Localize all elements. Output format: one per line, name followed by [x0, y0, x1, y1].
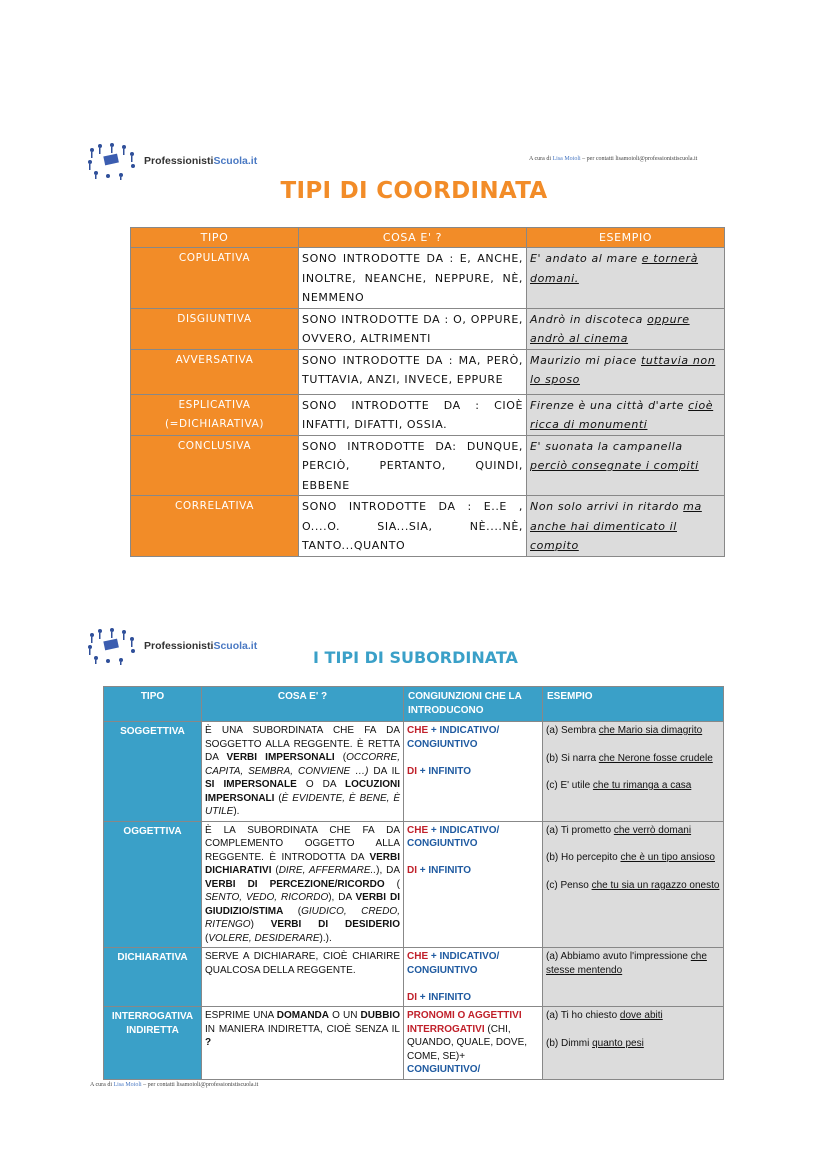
esempio-cell	[527, 394, 725, 435]
esempio-underlined: che Nerone fosse crudele	[598, 752, 713, 764]
esempio-text: Maurizio mi piace	[530, 353, 641, 367]
esempio-underlined: che è un tipo ansioso	[620, 852, 715, 863]
table-row	[131, 308, 725, 349]
cong-red: CHE	[407, 725, 429, 736]
header-esempio: ESEMPIO	[543, 687, 724, 722]
tipo-cell: COPULATIVA	[131, 248, 299, 309]
tipo-cell: INTERROGATIVA INDIRETTA	[104, 1007, 202, 1080]
cong-red: CHE	[407, 951, 429, 962]
cong-red: DI	[407, 991, 417, 1003]
cosa-text: ESPRIME UNA	[205, 1010, 277, 1021]
header-credit	[529, 156, 697, 162]
cosa-text: È LA SUBORDINATA CHE FA DA COMPLEMENTO OGGETTO ALLA REGGENTE. È INTRODOTTA DA	[205, 824, 400, 863]
table-row	[131, 394, 725, 435]
esempio-underlined: oppure andrò al cinema	[530, 312, 690, 345]
logo-icon	[86, 142, 138, 180]
brand-part1: Professionisti	[144, 155, 214, 167]
cosa-cell: SONO INTRODOTTE DA : E, ANCHE, INOLTRE, NEANCHE, NEPPURE, NÈ, NEMMENO	[299, 248, 527, 309]
cong-blue: + INFINITO	[417, 765, 471, 777]
esempio-cell	[543, 821, 724, 948]
esempio-cell	[527, 349, 725, 394]
page-title-coordinata: TIPI DI COORDINATA	[280, 178, 548, 204]
header-cosa: COSA E' ?	[202, 687, 404, 722]
cosa-italic: OCCORRE, CAPITA, SEMBRA, CONVIENE …)	[205, 752, 401, 777]
cosa-bold: DOMANDA	[276, 1010, 329, 1021]
cosa-cell: SONO INTRODOTTE DA: DUNQUE, PERCIÒ, PERTANTO, QUINDI, EBBENE	[299, 435, 527, 496]
cong-red: CHE	[407, 824, 429, 836]
cong-blue: + INFINITO	[417, 991, 471, 1003]
header-congiunzioni: CONGIUNZIONI CHE LA INTRODUCONO	[404, 687, 543, 722]
table-row	[131, 248, 725, 309]
cong-blue: + INDICATIVO/ CONGIUNTIVO	[407, 824, 500, 849]
esempio-item	[546, 724, 720, 738]
cosa-bold: VERBI DI DESIDERIO	[270, 919, 400, 930]
table-row	[131, 349, 725, 394]
esempio-underlined: e tornerà domani.	[530, 252, 699, 285]
cosa-text: È UNA SUBORDINATA CHE FA DA SOGGETTO ALLA REGGENTE. È RETTA DA	[205, 725, 400, 763]
esempio-underlined: dove abiti	[619, 1010, 663, 1021]
esempio-underlined: quanto pesi	[592, 1037, 644, 1049]
cosa-bold: VERBI IMPERSONALI	[226, 752, 335, 763]
esempio-cell	[543, 948, 724, 1007]
cong-blue: + INFINITO	[417, 865, 471, 876]
cosa-cell	[202, 821, 404, 948]
brand-part2: Scuola.it	[213, 640, 258, 652]
cosa-bold: VERBI DICHIARATIVI	[205, 851, 400, 876]
cosa-bold: SI IMPERSONALE	[205, 779, 297, 790]
footer-credit	[90, 1082, 258, 1088]
cosa-italic: GIUDICO, CREDO, RITENGO	[205, 905, 400, 930]
cong-text: (CHI, QUANDO, QUALE, DOVE, COME, SE)+	[407, 1023, 528, 1062]
esempio-cell	[527, 308, 725, 349]
esempio-item	[546, 879, 720, 893]
cosa-cell: SONO INTRODOTTE DA : CIOÈ INFATTI, DIFATTI, OSSIA.	[299, 394, 527, 435]
esempio-text: (b) Si narra	[546, 752, 599, 764]
cong-blue: CONGIUNTIVO/	[407, 1064, 481, 1075]
esempio-text: (a) Ti ho chiesto	[546, 1010, 620, 1021]
cosa-cell: SONO INTRODOTTE DA : MA, PERÒ, TUTTAVIA, ANZI, INVECE, EPPURE	[299, 349, 527, 394]
esempio-item	[546, 950, 720, 977]
cosa-text: ).	[233, 806, 240, 817]
brand-part1: Professionisti	[144, 640, 214, 652]
cosa-bold: LOCUZIONI IMPERSONALI	[205, 779, 400, 804]
esempio-underlined: che stesse mentendo	[546, 951, 707, 976]
cosa-text: (	[384, 878, 400, 890]
cosa-bold: VERBI DI PERCEZIONE/RICORDO	[205, 878, 385, 890]
cosa-cell: SONO INTRODOTTE DA : O, OPPURE, OVVERO, ALTRIMENTI	[299, 308, 527, 349]
logo	[86, 627, 257, 665]
tipo-cell: AVVERSATIVA	[131, 349, 299, 394]
esempio-text: Non solo arrivi in ritardo	[530, 500, 684, 513]
cosa-text: O DA	[296, 779, 345, 790]
esempio-underlined: cioè ricca di monumenti	[530, 398, 714, 431]
table-row	[104, 1007, 724, 1080]
cosa-bold: DUBBIO	[360, 1010, 400, 1021]
cosa-text: (	[274, 792, 282, 804]
cosa-italic: SENTO, VEDO, RICORDO	[205, 892, 329, 903]
tipo-cell: DISGIUNTIVA	[131, 308, 299, 349]
page-title-subordinata: I TIPI DI SUBORDINATA	[313, 648, 518, 667]
cong-red: DI	[407, 865, 417, 876]
table-header-row	[104, 687, 724, 722]
esempio-text: (c) E' utile	[546, 780, 593, 791]
esempio-text: (a) Abbiamo avuto l'impressione	[546, 951, 691, 962]
congiunzioni-cell	[404, 1007, 543, 1080]
congiunzioni-cell	[404, 821, 543, 948]
credit-prefix: A cura di	[529, 156, 551, 162]
esempio-underlined: che Mario sia dimagrito	[598, 725, 703, 736]
brand-part2: Scuola.it	[213, 155, 258, 167]
tipo-cell: CONCLUSIVA	[131, 435, 299, 496]
cong-red: PRONOMI O AGGETTIVI INTERROGATIVI	[407, 1010, 522, 1035]
logo	[86, 142, 257, 180]
logo-icon	[86, 627, 138, 665]
table-header-row	[131, 228, 725, 248]
cosa-cell: SERVE A DICHIARARE, CIOÈ CHIARIRE QUALCOSA DELLA REGGENTE.	[202, 948, 404, 1007]
cosa-italic: VOLERE, DESIDERARE	[208, 932, 320, 944]
footer-credit-name: Lisa Moioli	[113, 1082, 142, 1088]
esempio-cell	[543, 722, 724, 822]
esempio-text: Andrò in discoteca	[530, 312, 648, 326]
esempio-cell	[527, 496, 725, 557]
table-row	[131, 496, 725, 557]
esempio-text: E' suonata la campanella	[530, 439, 683, 453]
table-row	[104, 722, 724, 822]
esempio-text: (a) Sembra	[546, 725, 599, 736]
header-tipo: TIPO	[131, 228, 299, 248]
esempio-underlined: ma anche hai dimenticato il compito	[530, 500, 702, 552]
header-cosa: COSA E' ?	[299, 228, 527, 248]
esempio-item	[546, 824, 720, 838]
esempio-text: (b) Dimmi	[546, 1037, 593, 1049]
cosa-cell	[202, 722, 404, 822]
esempio-underlined: tuttavia non lo sposo	[530, 353, 716, 386]
esempio-item	[546, 779, 720, 793]
tipo-cell: DICHIARATIVA	[104, 948, 202, 1007]
tipo-cell: ESPLICATIVA (=DICHIARATIVA)	[131, 394, 299, 435]
cong-red: DI	[407, 765, 417, 777]
table-row	[104, 821, 724, 948]
coordinata-table	[130, 227, 725, 557]
cosa-text: ).).	[319, 932, 332, 944]
esempio-item	[546, 1009, 720, 1023]
cosa-text: )	[250, 919, 271, 930]
esempio-item	[546, 752, 720, 766]
esempio-text: (a) Ti prometto	[546, 824, 614, 836]
esempio-text: (b) Ho percepito	[546, 852, 621, 863]
tipo-cell: OGGETTIVA	[104, 821, 202, 948]
esempio-item	[546, 1037, 720, 1051]
congiunzioni-cell	[404, 948, 543, 1007]
footer-credit-prefix: A cura di	[90, 1082, 112, 1088]
cosa-bold: VERBI DI GIUDIZIO/STIMA	[205, 892, 400, 917]
subordinata-table	[103, 686, 724, 1080]
esempio-text: Firenze è una città d'arte	[530, 398, 689, 412]
cosa-text: (	[334, 752, 347, 763]
esempio-text: E' andato al mare	[530, 252, 642, 265]
congiunzioni-cell	[404, 722, 543, 822]
cosa-text: ), DA	[328, 892, 356, 903]
esempio-cell	[527, 248, 725, 309]
header-esempio: ESEMPIO	[527, 228, 725, 248]
cong-blue: + INDICATIVO/ CONGIUNTIVO	[407, 951, 500, 976]
credit-name: Lisa Moioli	[552, 156, 581, 162]
cosa-italic: È EVIDENTE, È BENE, È UTILE	[205, 792, 401, 817]
cosa-text: (	[271, 865, 279, 876]
cosa-text: (	[205, 932, 209, 944]
credit-suffix: – per contatti lisamoioli@professionistiscuola.it	[580, 156, 698, 162]
table-row	[104, 948, 724, 1007]
cosa-cell: SONO INTRODOTTE DA : E..E , O....O. SIA...SIA, NÈ....NÈ, TANTO...QUANTO	[299, 496, 527, 557]
cosa-text: ), DA	[376, 865, 401, 876]
table-row	[131, 435, 725, 496]
cosa-bold: ?	[205, 1037, 212, 1048]
esempio-cell	[527, 435, 725, 496]
cosa-text: DA IL	[368, 765, 400, 777]
cosa-text: O UN	[329, 1010, 361, 1021]
esempio-item	[546, 851, 720, 865]
esempio-underlined: che tu sia un ragazzo onesto	[591, 879, 720, 891]
esempio-cell	[543, 1007, 724, 1080]
cosa-italic: DIRE, AFFERMARE..	[278, 865, 377, 876]
cosa-text: (	[283, 905, 302, 917]
tipo-cell: CORRELATIVA	[131, 496, 299, 557]
cosa-cell	[202, 1007, 404, 1080]
esempio-underlined: che verrò domani	[613, 824, 692, 836]
tipo-cell: SOGGETTIVA	[104, 722, 202, 822]
cosa-text: IN MANIERA INDIRETTA, CIOÈ SENZA IL	[205, 1023, 400, 1035]
cong-blue: + INDICATIVO/ CONGIUNTIVO	[407, 725, 500, 750]
esempio-text: (c) Penso	[546, 879, 592, 891]
footer-credit-suffix: – per contatti lisamoioli@professionistiscuola.it	[141, 1082, 259, 1088]
esempio-underlined: perciò consegnate i compiti	[530, 459, 699, 472]
esempio-underlined: che tu rimanga a casa	[592, 780, 692, 791]
header-tipo: TIPO	[104, 687, 202, 722]
